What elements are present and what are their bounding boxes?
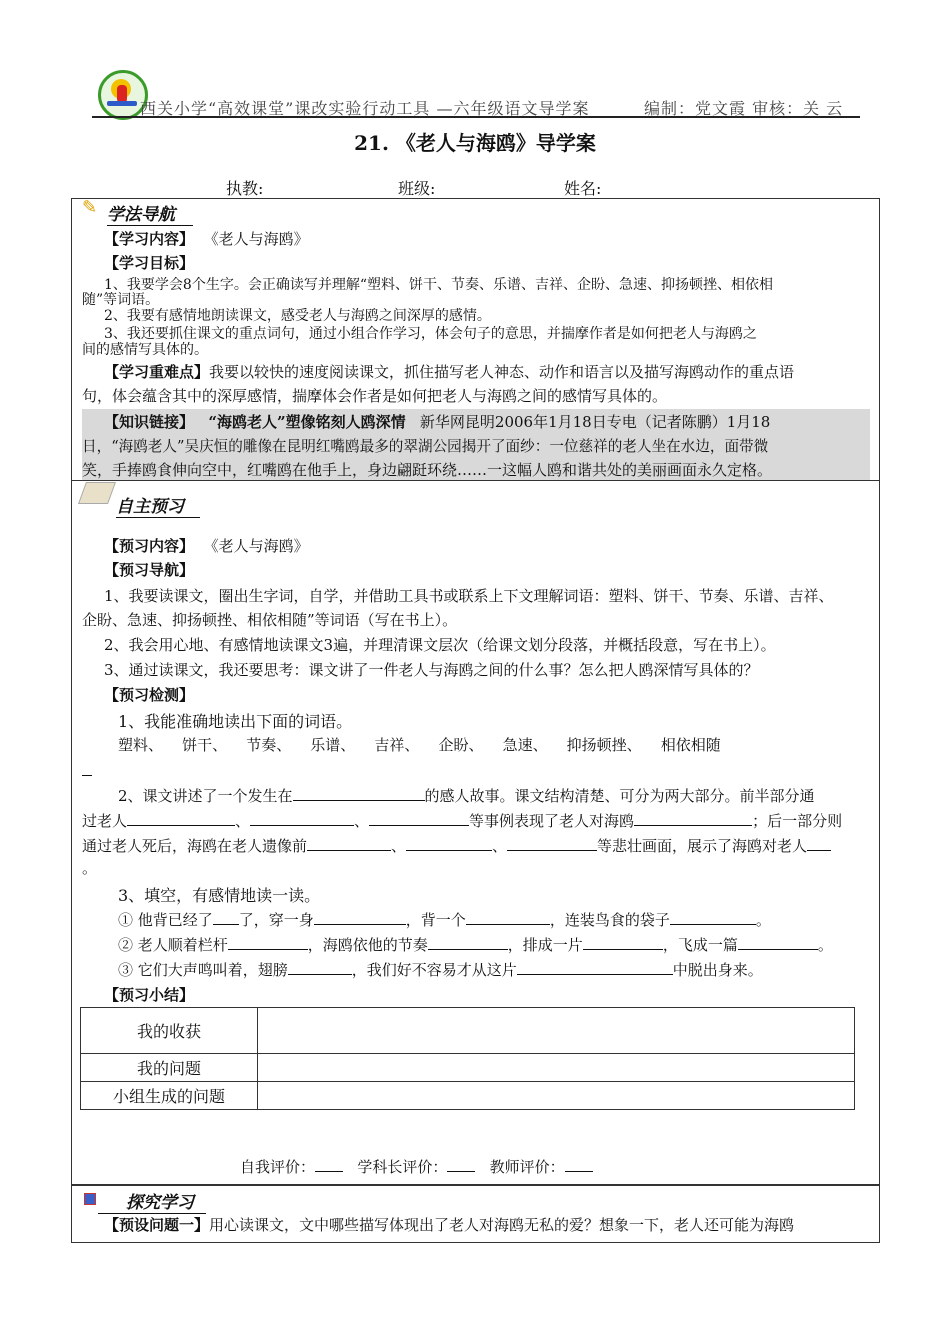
goal1b: 随”等词语。 [82,292,160,308]
key-points: 【学习重难点】我要以较快的速度阅读课文，抓住描写老人神态、动作和语言以及描写海鸥动作的重点语 [104,363,795,381]
section2-heading: 自主预习 [116,492,200,518]
check3: 3、填空，有感情地读一读。 [118,886,321,905]
school-line: 西关小学“高效课堂”课改实验行动工具 —六年级语文导学案 [140,99,590,118]
summary-label: 【预习小结】 [104,986,195,1004]
key-points-b: 句，体会蕴含其中的深厚感情，揣摩体会作者是如何把老人与海鸥之间的感情写具体的。 [82,387,668,405]
guide3: 3、通过读课文，我还要思考：课文讲了一件老人与海鸥之间的什么事？怎么把人鸥深情写具体的？ [104,661,759,679]
guide1a: 1、我要读课文，圈出生字词，自学，并借助工具书或联系上下文理解词语：塑料、饼干、节奏、乐谱、吉祥、 [104,587,834,605]
summary-table [80,1007,855,1110]
dash-mark [82,775,92,776]
goal-label: 【学习目标】 [104,254,195,272]
knowledge-link: 【知识链接】 “海鸥老人”塑像铭刻人鸥深情 新华网昆明2006年1月18日专电（记者陈鹏）1月18 [104,413,771,431]
summary-question-cell[interactable] [258,1054,855,1082]
editor-line: 编制：党文霞 审核：关 云 [644,99,844,118]
word-list: 塑料、 饼干、 节奏、 乐谱、 吉祥、 企盼、 急速、 抑扬顿挫、 相依相随 [118,736,721,754]
inquiry-icon [84,1193,96,1205]
table-row [81,1082,855,1110]
section3-heading: 探究学习 [98,1188,206,1214]
section1-heading: 学法导航 [107,200,193,226]
preview-check-label: 【预习检测】 [104,686,195,704]
check2-line3: 通过老人死后，海鸥在老人遗像前 、 、 等悲壮画面，展示了海鸥对老人 [82,835,831,856]
study-content: 【学习内容】 《老人与海鸥》 [104,230,309,248]
knowledge-link-b: 日，“海鸥老人”吴庆恒的雕像在昆明红嘴鸥最多的翠湖公园揭开了面纱：一位慈祥的老人坐在水边，面带微 [82,438,769,455]
class-field: 班级: [398,176,501,199]
guide1b: 企盼、急速、抑扬顿挫、相依相随”等词语（写在书上）。 [82,611,458,629]
pencil-icon: ✎ [82,197,98,218]
teacher-field: 执教: [226,176,339,199]
summary-gain-cell[interactable] [258,1008,855,1054]
header-rule [92,116,860,118]
check2-line4: 。 [82,859,98,877]
fill3: ③ 它们大声鸣叫着，翅膀 ，我们好不容易才从这片 中脱出身来。 [118,961,763,979]
question1: 【预设问题一】用心读课文，文中哪些描写体现出了老人对海鸥无私的爱？想象一下，老人还可能为海鸥 [104,1216,795,1234]
guide2: 2、我会用心地、有感情地读课文3遍，并理清课文层次（给课文划分段落，并概括段意，写在书上）。 [104,636,776,654]
name-field: 姓名: [564,176,693,199]
summary-question-label: 我的问题 [81,1054,258,1082]
table-row [81,1054,855,1082]
preview-content: 【预习内容】 《老人与海鸥》 [104,537,309,555]
knowledge-link-c: 笑，手捧鸥食伸向空中，红嘴鸥在他手上，身边翩跹环绕……一这幅人鸥和谐共处的美丽画面永久定格。 [82,461,773,479]
goal3b: 间的感情写具体的。 [82,342,208,358]
check1: 1、我能准确地读出下面的词语。 [118,712,353,731]
summary-gain-label: 我的收获 [81,1008,258,1054]
fill1: ① 他背已经了 了，穿一身 ，背一个 ，连装鸟食的袋子 。 [118,911,771,929]
page-title: 21. 《老人与海鸥》导学案 [354,131,596,155]
preview-guide-label: 【预习导航】 [104,561,195,579]
goal1a: 1、我要学会8个生字。会正确读写并理解“塑料、饼干、节奏、乐谱、吉祥、企盼、急速、抑扬顿挫、相依相 [104,277,773,293]
summary-group-label: 小组生成的问题 [81,1082,258,1110]
check2-line1: 2、课文讲述了一个发生在 的感人故事。课文结构清楚、可分为两大部分。前半部分通 [118,787,815,805]
goal2: 2、我要有感情地朗读课文，感受老人与海鸥之间深厚的感情。 [104,308,491,324]
fill2: ② 老人顺着栏杆 ，海鸥依他的节奏 ，排成一片 ，飞成一篇 。 [118,936,833,954]
check2-line2: 过老人 、 、 等事例表现了老人对海鸥 ；后一部分则 [82,812,843,830]
summary-group-cell[interactable] [258,1082,855,1110]
goal3a: 3、我还要抓住课文的重点词句，通过小组合作学习，体会句子的意思，并揣摩作者是如何把老人与海鸥之 [104,326,757,342]
evaluation-line: 自我评价： 学科长评价： 教师评价： [240,1156,593,1177]
table-row [81,1008,855,1054]
